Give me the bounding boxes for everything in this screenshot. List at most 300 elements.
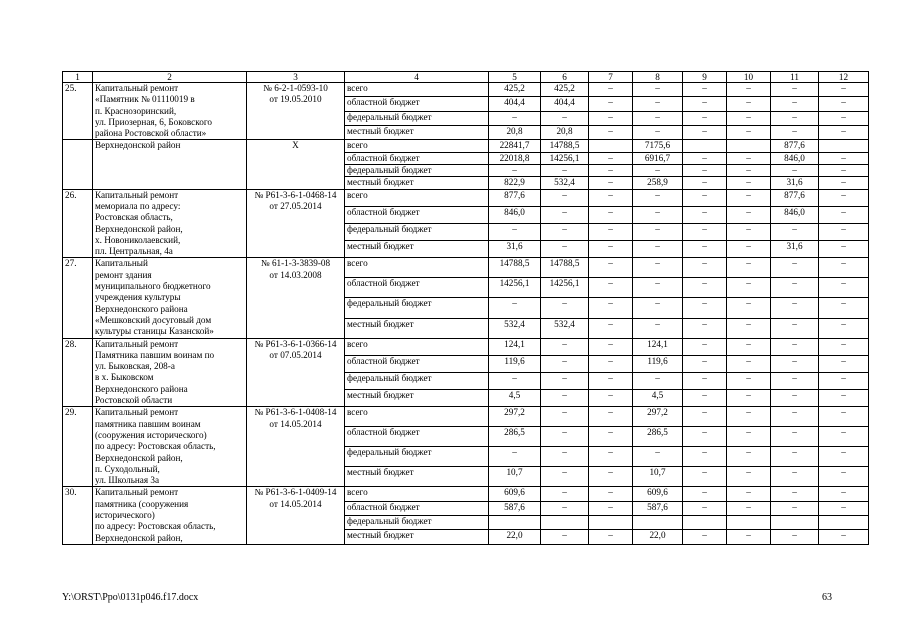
amount-cell: – bbox=[819, 177, 869, 189]
amount-cell: – bbox=[819, 152, 869, 164]
funding-source: местный бюджет bbox=[345, 530, 489, 544]
funding-source: всего bbox=[345, 140, 489, 152]
amount-cell bbox=[819, 516, 869, 530]
amount-cell: – bbox=[819, 278, 869, 298]
description-line: Памятника павшим воинам по bbox=[95, 349, 215, 360]
amount-cell: – bbox=[771, 278, 819, 298]
amount-cell: – bbox=[589, 278, 633, 298]
amount-cell: – bbox=[589, 487, 633, 501]
document-line: № Р61-3-6-1-0366-14 bbox=[254, 338, 337, 349]
amount-cell: 14788,5 bbox=[541, 140, 589, 152]
amount-cell: 587,6 bbox=[633, 501, 683, 515]
document-line: № 61-1-3-3839-08 bbox=[260, 258, 331, 269]
amount-cell: – bbox=[683, 487, 727, 501]
amount-cell: – bbox=[771, 427, 819, 447]
amount-cell: – bbox=[771, 111, 819, 125]
amount-cell: – bbox=[727, 126, 771, 140]
amount-cell: – bbox=[727, 530, 771, 544]
amount-cell: – bbox=[819, 111, 869, 125]
funding-source: всего bbox=[345, 83, 489, 97]
amount-cell: 822,9 bbox=[489, 177, 541, 189]
amount-cell: – bbox=[683, 467, 727, 487]
document-line: от 19.05.2010 bbox=[269, 94, 322, 105]
description-line: Ростовская область, bbox=[95, 212, 173, 223]
amount-cell: – bbox=[819, 318, 869, 338]
amount-cell: – bbox=[633, 318, 683, 338]
document-reference bbox=[247, 83, 345, 140]
amount-cell: – bbox=[727, 372, 771, 389]
amount-cell: 20,8 bbox=[541, 126, 589, 140]
amount-cell: – bbox=[771, 372, 819, 389]
funding-source: областной бюджет bbox=[345, 152, 489, 164]
amount-cell bbox=[771, 516, 819, 530]
amount-cell bbox=[683, 516, 727, 530]
description-line: по адресу: Ростовская область, bbox=[95, 441, 216, 452]
amount-cell: – bbox=[727, 152, 771, 164]
funding-source: федеральный бюджет bbox=[345, 372, 489, 389]
amount-cell: – bbox=[633, 83, 683, 97]
description-line: мемориала по адресу: bbox=[95, 200, 181, 211]
description-line: пл. Центральная, 4а bbox=[95, 246, 173, 257]
funding-source: областной бюджет bbox=[345, 206, 489, 223]
amount-cell: 124,1 bbox=[489, 338, 541, 355]
amount-cell: – bbox=[771, 407, 819, 427]
amount-cell: 297,2 bbox=[633, 407, 683, 427]
funding-source: областной бюджет bbox=[345, 501, 489, 515]
amount-cell: – bbox=[771, 258, 819, 278]
amount-cell: – bbox=[819, 427, 869, 447]
amount-cell: – bbox=[489, 298, 541, 318]
amount-cell: – bbox=[727, 224, 771, 241]
amount-cell: – bbox=[633, 447, 683, 467]
amount-cell: – bbox=[819, 501, 869, 515]
amount-cell: – bbox=[589, 165, 633, 177]
funding-source: областной бюджет bbox=[345, 427, 489, 447]
amount-cell: 6916,7 bbox=[633, 152, 683, 164]
amount-cell: – bbox=[541, 467, 589, 487]
amount-cell: – bbox=[727, 97, 771, 111]
amount-cell: – bbox=[589, 111, 633, 125]
amount-cell bbox=[683, 140, 727, 152]
amount-cell: – bbox=[771, 165, 819, 177]
amount-cell: – bbox=[633, 278, 683, 298]
description-line: Верхнедонской район, bbox=[95, 223, 183, 234]
amount-cell: – bbox=[633, 189, 683, 206]
amount-cell: – bbox=[541, 111, 589, 125]
amount-cell: – bbox=[633, 372, 683, 389]
header-cell: 10 bbox=[727, 72, 771, 83]
funding-source: местный бюджет bbox=[345, 241, 489, 258]
amount-cell: 124,1 bbox=[633, 338, 683, 355]
amount-cell: – bbox=[541, 224, 589, 241]
amount-cell: – bbox=[489, 447, 541, 467]
table-row bbox=[63, 258, 869, 278]
description-line: культуры станицы Казанской» bbox=[95, 326, 214, 337]
amount-cell: – bbox=[819, 298, 869, 318]
amount-cell: – bbox=[541, 355, 589, 372]
header-cell: 3 bbox=[247, 72, 345, 83]
header-cell: 4 bbox=[345, 72, 489, 83]
amount-cell: – bbox=[541, 241, 589, 258]
header-cell: 6 bbox=[541, 72, 589, 83]
amount-cell: – bbox=[683, 224, 727, 241]
amount-cell: – bbox=[541, 427, 589, 447]
description-line: Верхнедонского района bbox=[95, 303, 188, 314]
amount-cell: – bbox=[541, 338, 589, 355]
amount-cell: – bbox=[541, 487, 589, 501]
amount-cell: 532,4 bbox=[541, 318, 589, 338]
document-line: от 07.05.2014 bbox=[269, 349, 322, 360]
amount-cell: – bbox=[819, 206, 869, 223]
header-cell: 2 bbox=[93, 72, 247, 83]
document-reference bbox=[247, 407, 345, 487]
funding-source: федеральный бюджет bbox=[345, 447, 489, 467]
amount-cell: – bbox=[727, 407, 771, 427]
funding-source: всего bbox=[345, 407, 489, 427]
description-line: Верхнедонской район, bbox=[95, 452, 183, 463]
row-number: 25. bbox=[63, 83, 93, 140]
header-cell: 9 bbox=[683, 72, 727, 83]
amount-cell: – bbox=[633, 224, 683, 241]
document-line: № Р61-3-6-1-0409-14 bbox=[254, 487, 337, 498]
document-reference bbox=[247, 487, 345, 544]
amount-cell: 404,4 bbox=[489, 97, 541, 111]
description-line: муниципального бюджетного bbox=[95, 281, 211, 292]
amount-cell: – bbox=[819, 165, 869, 177]
amount-cell: – bbox=[683, 407, 727, 427]
description-line: ул. Школьная 3а bbox=[95, 475, 160, 486]
amount-cell: 10,7 bbox=[633, 467, 683, 487]
amount-cell: – bbox=[727, 258, 771, 278]
amount-cell: – bbox=[683, 189, 727, 206]
budget-table bbox=[62, 71, 869, 545]
amount-cell: – bbox=[683, 165, 727, 177]
amount-cell: – bbox=[633, 206, 683, 223]
funding-source: федеральный бюджет bbox=[345, 111, 489, 125]
amount-cell: – bbox=[727, 83, 771, 97]
document-line: от 14.05.2014 bbox=[269, 498, 322, 509]
amount-cell: – bbox=[541, 298, 589, 318]
amount-cell: – bbox=[589, 83, 633, 97]
funding-source: областной бюджет bbox=[345, 278, 489, 298]
amount-cell: – bbox=[633, 111, 683, 125]
document-line: от 14.05.2014 bbox=[269, 418, 322, 429]
amount-cell: – bbox=[541, 372, 589, 389]
amount-cell: 22018,8 bbox=[489, 152, 541, 164]
description-line: района Ростовской области» bbox=[95, 128, 207, 139]
amount-cell: – bbox=[819, 97, 869, 111]
amount-cell: 14788,5 bbox=[541, 258, 589, 278]
amount-cell: – bbox=[589, 338, 633, 355]
amount-cell: – bbox=[589, 189, 633, 206]
document-reference bbox=[247, 140, 345, 189]
description-line: Верхнедонской район, bbox=[95, 532, 183, 543]
amount-cell: – bbox=[727, 189, 771, 206]
amount-cell: 20,8 bbox=[489, 126, 541, 140]
amount-cell: 609,6 bbox=[489, 487, 541, 501]
row-number: 27. bbox=[63, 258, 93, 338]
amount-cell: – bbox=[489, 224, 541, 241]
funding-source: местный бюджет bbox=[345, 318, 489, 338]
amount-cell: 14256,1 bbox=[489, 278, 541, 298]
amount-cell: – bbox=[683, 372, 727, 389]
amount-cell: – bbox=[589, 298, 633, 318]
funding-source: областной бюджет bbox=[345, 97, 489, 111]
amount-cell: – bbox=[589, 447, 633, 467]
amount-cell: – bbox=[771, 126, 819, 140]
row-number: 30. bbox=[63, 487, 93, 544]
amount-cell: – bbox=[683, 177, 727, 189]
document-reference bbox=[247, 258, 345, 338]
amount-cell: – bbox=[589, 126, 633, 140]
amount-cell: 14256,1 bbox=[541, 278, 589, 298]
description-line: «Памятник № 01110019 в bbox=[95, 94, 195, 105]
amount-cell: – bbox=[819, 258, 869, 278]
document-reference bbox=[247, 338, 345, 407]
table-row bbox=[63, 338, 869, 355]
funding-source: всего bbox=[345, 258, 489, 278]
funding-source: местный бюджет bbox=[345, 390, 489, 407]
table-row bbox=[63, 487, 869, 501]
amount-cell: 532,4 bbox=[489, 318, 541, 338]
amount-cell: – bbox=[727, 355, 771, 372]
amount-cell bbox=[589, 140, 633, 152]
amount-cell: – bbox=[589, 390, 633, 407]
object-description bbox=[93, 189, 247, 258]
amount-cell: – bbox=[541, 165, 589, 177]
amount-cell: – bbox=[589, 355, 633, 372]
amount-cell: 119,6 bbox=[489, 355, 541, 372]
description-line: Капитальный ремонт bbox=[95, 487, 179, 498]
header-cell: 11 bbox=[771, 72, 819, 83]
amount-cell: 846,0 bbox=[489, 206, 541, 223]
file-path: Y:\ORST\Ppo\0131p046.f17.docx bbox=[62, 592, 199, 603]
table-row bbox=[63, 407, 869, 427]
amount-cell: 258,9 bbox=[633, 177, 683, 189]
amount-cell: – bbox=[727, 447, 771, 467]
amount-cell: – bbox=[727, 467, 771, 487]
amount-cell: – bbox=[589, 372, 633, 389]
amount-cell: – bbox=[489, 165, 541, 177]
amount-cell: – bbox=[819, 530, 869, 544]
amount-cell: – bbox=[727, 501, 771, 515]
description-line: (сооружения исторического) bbox=[95, 429, 207, 440]
amount-cell: – bbox=[819, 487, 869, 501]
amount-cell bbox=[633, 516, 683, 530]
amount-cell: – bbox=[819, 372, 869, 389]
row-number: 28. bbox=[63, 338, 93, 407]
table-row bbox=[63, 83, 869, 97]
amount-cell: – bbox=[771, 530, 819, 544]
document-line: № Р61-3-6-1-0408-14 bbox=[254, 407, 337, 418]
amount-cell bbox=[819, 140, 869, 152]
amount-cell: – bbox=[589, 427, 633, 447]
amount-cell: – bbox=[683, 206, 727, 223]
description-line: ул. Быковская, 208-а bbox=[95, 361, 175, 372]
amount-cell: – bbox=[819, 126, 869, 140]
amount-cell: 286,5 bbox=[489, 427, 541, 447]
amount-cell: – bbox=[683, 427, 727, 447]
amount-cell: – bbox=[683, 258, 727, 278]
amount-cell: – bbox=[589, 97, 633, 111]
amount-cell: – bbox=[683, 278, 727, 298]
description-line: учреждения культуры bbox=[95, 292, 181, 303]
amount-cell: 22841,7 bbox=[489, 140, 541, 152]
amount-cell: – bbox=[541, 530, 589, 544]
amount-cell: 31,6 bbox=[489, 241, 541, 258]
amount-cell: – bbox=[771, 298, 819, 318]
document-line: № 6-2-1-0593-10 bbox=[263, 83, 328, 93]
amount-cell: – bbox=[589, 206, 633, 223]
amount-cell: 425,2 bbox=[489, 83, 541, 97]
amount-cell: 404,4 bbox=[541, 97, 589, 111]
amount-cell: 7175,6 bbox=[633, 140, 683, 152]
amount-cell: 22,0 bbox=[633, 530, 683, 544]
table-row bbox=[63, 140, 869, 152]
funding-source: местный бюджет bbox=[345, 467, 489, 487]
amount-cell: – bbox=[727, 111, 771, 125]
header-row bbox=[63, 72, 869, 83]
amount-cell: – bbox=[589, 407, 633, 427]
amount-cell bbox=[489, 516, 541, 530]
amount-cell: – bbox=[541, 447, 589, 467]
funding-source: местный бюджет bbox=[345, 177, 489, 189]
amount-cell: – bbox=[727, 487, 771, 501]
table-body bbox=[63, 72, 869, 545]
amount-cell: – bbox=[771, 355, 819, 372]
document-reference bbox=[247, 189, 345, 258]
amount-cell: – bbox=[819, 407, 869, 427]
amount-cell: – bbox=[589, 318, 633, 338]
page-number: 63 bbox=[822, 592, 832, 603]
amount-cell: – bbox=[589, 258, 633, 278]
amount-cell: 877,6 bbox=[771, 140, 819, 152]
amount-cell: – bbox=[683, 126, 727, 140]
amount-cell: – bbox=[683, 318, 727, 338]
funding-source: областной бюджет bbox=[345, 355, 489, 372]
description-line: Капитальный ремонт bbox=[95, 189, 179, 200]
description-line: п. Суходольный, bbox=[95, 463, 160, 474]
amount-cell: – bbox=[727, 206, 771, 223]
amount-cell: – bbox=[819, 189, 869, 206]
amount-cell: – bbox=[771, 467, 819, 487]
amount-cell: – bbox=[541, 189, 589, 206]
description-line: памятника павшим воинам bbox=[95, 418, 201, 429]
funding-source: федеральный бюджет bbox=[345, 165, 489, 177]
document-line: № Р61-3-6-1-0468-14 bbox=[254, 189, 337, 200]
funding-source: всего bbox=[345, 487, 489, 501]
amount-cell bbox=[541, 516, 589, 530]
object-description bbox=[93, 140, 247, 189]
description-line: Капитальный bbox=[95, 258, 148, 269]
description-line: Верхнедонской район bbox=[95, 140, 181, 151]
amount-cell: – bbox=[589, 467, 633, 487]
amount-cell: – bbox=[683, 390, 727, 407]
amount-cell: 4,5 bbox=[489, 390, 541, 407]
amount-cell bbox=[589, 516, 633, 530]
description-line: х. Новониколаевский, bbox=[95, 234, 181, 245]
amount-cell: – bbox=[771, 97, 819, 111]
amount-cell: – bbox=[589, 530, 633, 544]
funding-source: всего bbox=[345, 189, 489, 206]
amount-cell: – bbox=[633, 298, 683, 318]
amount-cell: – bbox=[683, 83, 727, 97]
amount-cell: – bbox=[683, 338, 727, 355]
row-number bbox=[63, 140, 93, 189]
description-line: ремонт здания bbox=[95, 269, 152, 280]
amount-cell: – bbox=[819, 467, 869, 487]
funding-source: федеральный бюджет bbox=[345, 516, 489, 530]
funding-source: федеральный бюджет bbox=[345, 224, 489, 241]
amount-cell: – bbox=[819, 241, 869, 258]
amount-cell: – bbox=[683, 447, 727, 467]
amount-cell: 119,6 bbox=[633, 355, 683, 372]
amount-cell: – bbox=[633, 126, 683, 140]
description-line: по адресу: Ростовская область, bbox=[95, 521, 216, 532]
amount-cell: – bbox=[589, 152, 633, 164]
row-number: 26. bbox=[63, 189, 93, 258]
description-line: Ростовской области bbox=[95, 395, 173, 406]
amount-cell: – bbox=[489, 111, 541, 125]
amount-cell: – bbox=[683, 355, 727, 372]
amount-cell: – bbox=[489, 372, 541, 389]
amount-cell: – bbox=[541, 501, 589, 515]
amount-cell: – bbox=[771, 338, 819, 355]
header-cell: 1 bbox=[63, 72, 93, 83]
amount-cell: – bbox=[727, 278, 771, 298]
amount-cell: – bbox=[683, 241, 727, 258]
amount-cell: – bbox=[633, 241, 683, 258]
amount-cell: – bbox=[727, 241, 771, 258]
amount-cell: 4,5 bbox=[633, 390, 683, 407]
object-description bbox=[93, 338, 247, 407]
amount-cell: – bbox=[541, 407, 589, 427]
funding-source: всего bbox=[345, 338, 489, 355]
description-line: памятника (сооружения bbox=[95, 498, 189, 509]
description-line: Капитальный ремонт bbox=[95, 83, 179, 93]
amount-cell: – bbox=[633, 165, 683, 177]
document-line: от 14.03.2008 bbox=[269, 269, 322, 280]
object-description bbox=[93, 83, 247, 140]
amount-cell: – bbox=[727, 318, 771, 338]
amount-cell: 877,6 bbox=[489, 189, 541, 206]
amount-cell: – bbox=[771, 390, 819, 407]
amount-cell: – bbox=[683, 97, 727, 111]
funding-source: местный бюджет bbox=[345, 126, 489, 140]
description-line: ул. Приозерная, 6, Боковского bbox=[95, 116, 212, 127]
description-line: Капитальный ремонт bbox=[95, 407, 179, 418]
header-cell: 7 bbox=[589, 72, 633, 83]
document-line: Х bbox=[292, 140, 299, 151]
amount-cell: – bbox=[589, 177, 633, 189]
amount-cell: 14788,5 bbox=[489, 258, 541, 278]
amount-cell: – bbox=[771, 487, 819, 501]
amount-cell: – bbox=[771, 501, 819, 515]
description-line: «Мешковский досуговый дом bbox=[95, 314, 212, 325]
amount-cell: 532,4 bbox=[541, 177, 589, 189]
amount-cell: 31,6 bbox=[771, 177, 819, 189]
object-description bbox=[93, 487, 247, 544]
amount-cell: – bbox=[771, 224, 819, 241]
amount-cell: 14256,1 bbox=[541, 152, 589, 164]
amount-cell: – bbox=[683, 152, 727, 164]
amount-cell: – bbox=[589, 501, 633, 515]
amount-cell: – bbox=[727, 177, 771, 189]
amount-cell: – bbox=[727, 338, 771, 355]
amount-cell: – bbox=[541, 390, 589, 407]
amount-cell: – bbox=[771, 83, 819, 97]
row-number: 29. bbox=[63, 407, 93, 487]
